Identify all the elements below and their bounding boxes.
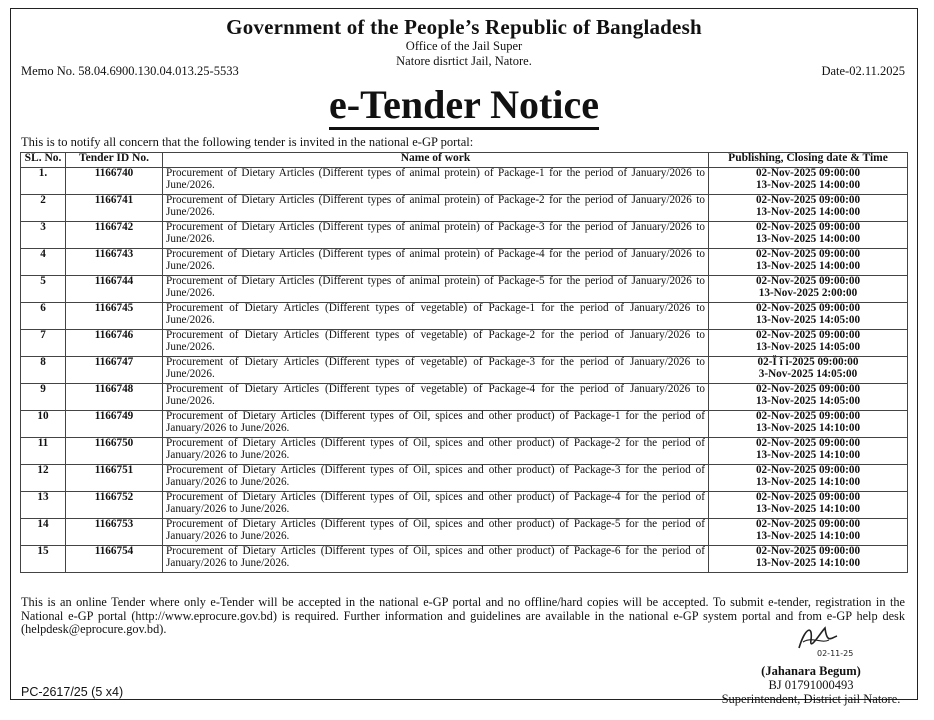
row-tender-id: 1166746 (66, 330, 163, 357)
signatory-designation: Superintendent, District jail Natore. (721, 692, 901, 706)
notice-date: Date-02.11.2025 (821, 64, 905, 78)
signature-image (791, 618, 861, 658)
table-row (21, 546, 908, 573)
notice-title (11, 81, 917, 128)
row-sl: 12 (21, 465, 66, 492)
row-tender-id: 1166743 (66, 249, 163, 276)
row-publishing: 02-Nov-2025 09:00:00 (755, 329, 861, 341)
row-tender-id: 1166745 (66, 303, 163, 330)
row-closing: 13-Nov-2025 14:10:00 (755, 448, 861, 461)
table-row (21, 384, 908, 411)
table-row (21, 438, 908, 465)
row-tender-id: 1166744 (66, 276, 163, 303)
signatory-block (711, 664, 911, 706)
row-closing: 13-Nov-2025 14:00:00 (755, 178, 861, 191)
row-dates (709, 168, 908, 195)
row-closing: 13-Nov-2025 14:05:00 (755, 394, 861, 407)
row-sl: 4 (21, 249, 66, 276)
row-publishing: 02-Nov-2025 09:00:00 (755, 464, 861, 476)
header-sl: SL. No. (21, 153, 66, 168)
row-tender-id: 1166754 (66, 546, 163, 573)
header-dates: Publishing, Closing date & Time (709, 153, 908, 168)
row-closing: 13-Nov-2025 14:10:00 (755, 556, 861, 569)
row-publishing: 02-Nov-2025 09:00:00 (755, 383, 861, 395)
table-row (21, 303, 908, 330)
signatory-name: (Jahanara Begum) (761, 664, 861, 678)
row-closing: 3-Nov-2025 14:05:00 (758, 367, 858, 380)
row-dates (709, 222, 908, 249)
row-sl: 9 (21, 384, 66, 411)
row-work: Procurement of Dietary Articles (Different types of animal protein) of Package-1 for the period of January/2026 to June/2026. (163, 168, 709, 195)
row-dates (709, 357, 908, 384)
row-publishing: 02-Nov-2025 09:00:00 (755, 221, 861, 233)
row-dates (709, 438, 908, 465)
row-work: Procurement of Dietary Articles (Different types of animal protein) of Package-4 for the period of January/2026 to June/2026. (163, 249, 709, 276)
row-sl: 3 (21, 222, 66, 249)
row-closing: 13-Nov-2025 14:10:00 (755, 502, 861, 515)
row-tender-id: 1166742 (66, 222, 163, 249)
row-dates (709, 330, 908, 357)
row-closing: 13-Nov-2025 14:10:00 (755, 529, 861, 542)
row-dates (709, 411, 908, 438)
row-work: Procurement of Dietary Articles (Different types of vegetable) of Package-2 for the period of January/2026 to June/2026. (163, 330, 709, 357)
table-row (21, 519, 908, 546)
notice-title-text: e-Tender Notice (329, 82, 599, 130)
row-tender-id: 1166747 (66, 357, 163, 384)
row-closing: 13-Nov-2025 14:10:00 (755, 475, 861, 488)
table-row (21, 195, 908, 222)
row-tender-id: 1166750 (66, 438, 163, 465)
row-work: Procurement of Dietary Articles (Different types of vegetable) of Package-4 for the period of January/2026 to June/2026. (163, 384, 709, 411)
row-publishing: 02-Nov-2025 09:00:00 (755, 491, 861, 503)
row-work: Procurement of Dietary Articles (Different types of Oil, spices and other product) of Package-2 for the period of January/2026 to June/2026. (163, 438, 709, 465)
row-sl: 13 (21, 492, 66, 519)
row-tender-id: 1166752 (66, 492, 163, 519)
row-work: Procurement of Dietary Articles (Different types of Oil, spices and other product) of Package-3 for the period of January/2026 to June/2026. (163, 465, 709, 492)
row-dates (709, 276, 908, 303)
row-work: Procurement of Dietary Articles (Different types of animal protein) of Package-5 for the period of January/2026 to June/2026. (163, 276, 709, 303)
office-line-1: Office of the Jail Super (405, 39, 523, 53)
tender-table (20, 152, 908, 573)
row-dates (709, 249, 908, 276)
row-work: Procurement of Dietary Articles (Different types of Oil, spices and other product) of Package-1 for the period of January/2026 to June/2026. (163, 411, 709, 438)
row-sl: 8 (21, 357, 66, 384)
signatory-id: BJ 01791000493 (768, 678, 854, 692)
row-sl: 6 (21, 303, 66, 330)
row-sl: 14 (21, 519, 66, 546)
row-dates (709, 519, 908, 546)
table-row (21, 465, 908, 492)
row-publishing: 02-Nov-2025 09:00:00 (755, 194, 861, 206)
row-closing: 13-Nov-2025 14:00:00 (755, 232, 861, 245)
row-sl: 11 (21, 438, 66, 465)
office-line-2: Natore disrtict Jail, Natore. (396, 54, 532, 68)
table-row (21, 276, 908, 303)
intro-text: This is to notify all concern that the following tender is invited in the national e-GP portal: (21, 135, 474, 149)
pc-number: PC-2617/25 (5 x4) (21, 685, 124, 699)
svg-text:02-11-25: 02-11-25 (817, 649, 854, 658)
row-publishing: 02-Nov-2025 09:00:00 (755, 545, 861, 557)
row-publishing: 02-Nov-2025 09:00:00 (755, 302, 861, 314)
table-body (21, 168, 908, 573)
row-closing: 13-Nov-2025 14:05:00 (755, 340, 861, 353)
row-tender-id: 1166753 (66, 519, 163, 546)
row-publishing: 02-Ï î i-2025 09:00:00 (757, 356, 859, 368)
row-closing: 13-Nov-2025 14:00:00 (755, 259, 861, 272)
row-tender-id: 1166748 (66, 384, 163, 411)
row-dates (709, 492, 908, 519)
footer-text: This is an online Tender where only e-Tender will be accepted in the national e-GP portal and no offline/hard copies will be accepted. To submit e-tender, registration in the National e-GP portal (http://www.eprocure.gov.bd) is required. Further information and guidelines are available in the national e-GP system portal and from e-GP help desk (helpdesk@eprocure.gov.bd). (21, 595, 905, 636)
row-work: Procurement of Dietary Articles (Different types of animal protein) of Package-3 for the period of January/2026 to June/2026. (163, 222, 709, 249)
row-closing: 13-Nov-2025 14:05:00 (755, 313, 861, 326)
memo-number: Memo No. 58.04.6900.130.04.013.25-5533 (21, 64, 239, 78)
row-tender-id: 1166741 (66, 195, 163, 222)
row-sl: 2 (21, 195, 66, 222)
row-publishing: 02-Nov-2025 09:00:00 (755, 410, 861, 422)
row-work: Procurement of Dietary Articles (Different types of Oil, spices and other product) of Package-6 for the period of January/2026 to June/2026. (163, 546, 709, 573)
row-sl: 10 (21, 411, 66, 438)
row-work: Procurement of Dietary Articles (Different types of vegetable) of Package-3 for the period of January/2026 to June/2026. (163, 357, 709, 384)
row-closing: 13-Nov-2025 2:00:00 (758, 286, 858, 299)
row-dates (709, 546, 908, 573)
table-row (21, 357, 908, 384)
row-sl: 7 (21, 330, 66, 357)
table-row (21, 492, 908, 519)
row-sl: 5 (21, 276, 66, 303)
header-tender-id: Tender ID No. (66, 153, 163, 168)
row-dates (709, 195, 908, 222)
row-publishing: 02-Nov-2025 09:00:00 (755, 248, 861, 260)
row-tender-id: 1166749 (66, 411, 163, 438)
table-row (21, 330, 908, 357)
row-sl: 15 (21, 546, 66, 573)
row-dates (709, 465, 908, 492)
row-tender-id: 1166751 (66, 465, 163, 492)
row-work: Procurement of Dietary Articles (Different types of Oil, spices and other product) of Package-5 for the period of January/2026 to June/2026. (163, 519, 709, 546)
row-publishing: 02-Nov-2025 09:00:00 (755, 167, 861, 179)
table-row (21, 222, 908, 249)
government-heading: Government of the People’s Republic of Bangladesh (226, 15, 702, 39)
row-closing: 13-Nov-2025 14:00:00 (755, 205, 861, 218)
row-tender-id: 1166740 (66, 168, 163, 195)
row-work: Procurement of Dietary Articles (Different types of vegetable) of Package-1 for the period of January/2026 to June/2026. (163, 303, 709, 330)
row-sl: 1. (21, 168, 66, 195)
row-work: Procurement of Dietary Articles (Different types of animal protein) of Package-2 for the period of January/2026 to June/2026. (163, 195, 709, 222)
header-name-of-work: Name of work (163, 153, 709, 168)
row-publishing: 02-Nov-2025 09:00:00 (755, 437, 861, 449)
row-dates (709, 384, 908, 411)
table-row (21, 168, 908, 195)
row-publishing: 02-Nov-2025 09:00:00 (755, 518, 861, 530)
row-dates (709, 303, 908, 330)
notice-frame (10, 8, 918, 706)
table-header-row (21, 153, 908, 168)
row-work: Procurement of Dietary Articles (Different types of Oil, spices and other product) of Package-4 for the period of January/2026 to June/2026. (163, 492, 709, 519)
table-row (21, 249, 908, 276)
row-closing: 13-Nov-2025 14:10:00 (755, 421, 861, 434)
table-row (21, 411, 908, 438)
row-publishing: 02-Nov-2025 09:00:00 (755, 275, 861, 287)
